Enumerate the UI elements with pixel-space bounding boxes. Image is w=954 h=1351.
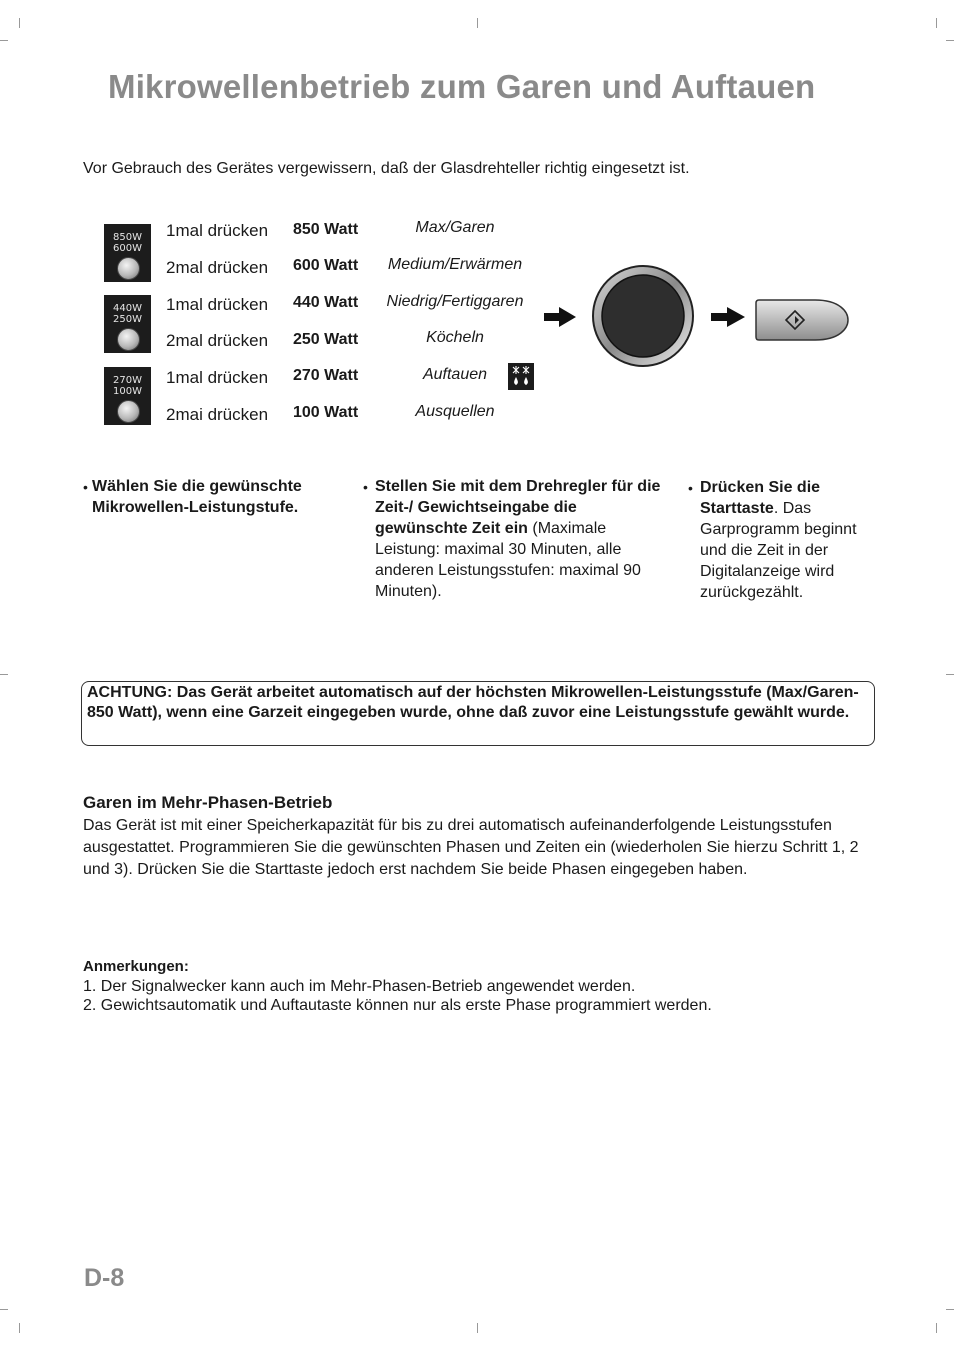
step-1-text (92, 476, 337, 518)
crop-mark (946, 1309, 954, 1310)
dial-knob-icon[interactable] (591, 264, 695, 373)
bullet: • (688, 480, 693, 496)
step-1-bold: Wählen Sie die gewünschte Mikrowellen-Leistungstufe. (92, 478, 302, 516)
crop-mark (19, 18, 20, 28)
press-count: 1mal drücken (166, 295, 269, 314)
mode-label: Niedrig/Fertiggaren (386, 293, 524, 310)
watt-value: 100 Watt (293, 404, 359, 421)
press-count: 2mal drücken (166, 331, 269, 350)
crop-mark (0, 674, 8, 675)
press-count: 1mal drücken (166, 368, 269, 387)
notes-heading: Anmerkungen: (83, 958, 189, 975)
press-count: 2mal drücken (166, 258, 269, 277)
button-label: 850W (113, 232, 142, 243)
crop-mark (477, 18, 478, 28)
button-label: 250W (113, 314, 142, 325)
bullet: • (83, 479, 88, 495)
step-3-text (700, 477, 880, 603)
crop-mark (19, 1323, 20, 1333)
mode-label: Köcheln (426, 329, 484, 346)
button-label: 270W (113, 375, 142, 386)
button-label: 440W (113, 303, 142, 314)
mode-label: Auftauen (422, 366, 488, 383)
note-item: 1. Der Signalwecker kann auch im Mehr-Phasen-Betrieb angewendet werden. (83, 978, 636, 995)
button-label: 600W (113, 243, 142, 254)
power-button-440-250[interactable] (104, 295, 151, 353)
page-title: Mikrowellenbetrieb zum Garen und Auftauen (108, 68, 816, 105)
mode-label: Ausquellen (415, 403, 495, 420)
step-2-bold: Stellen Sie mit dem Drehregler für die Zeit-/ Gewichtseingabe die gewünschte Zeit ein (375, 478, 661, 537)
intro-text: Vor Gebrauch des Gerätes vergewissern, daß der Glasdrehteller richtig eingesetzt ist. (83, 160, 690, 177)
section-paragraph: Das Gerät ist mit einer Speicherkapazität für bis zu drei automatisch aufeinanderfolgende Leistungsstufen ausgestattet. Programmieren Sie die gewünschten Phasen und Zeiten ein (wiederholen Sie hierzu Schritt 1, 2 und 3). Drücken Sie die Starttaste jedoch erst nachdem Sie beide Phasen eingegeben haben. (83, 817, 859, 878)
step-2-text (375, 476, 665, 602)
mode-label: Max/Garen (415, 219, 495, 236)
knob-icon (117, 400, 140, 423)
watt-value: 270 Watt (293, 367, 359, 384)
knob-icon (117, 328, 140, 351)
crop-mark (946, 674, 954, 675)
mode-label: Medium/Erwärmen (387, 256, 523, 273)
press-count: 2mai drücken (166, 405, 269, 424)
arrow-right-icon (543, 306, 577, 333)
watt-value: 850 Watt (293, 221, 359, 238)
step-3-normal: . Das Garprogramm beginnt und die Zeit in der Digitalanzeige wird zurückgezählt. (700, 500, 857, 601)
defrost-icon (508, 363, 534, 390)
crop-mark (0, 1309, 8, 1310)
crop-mark (477, 1323, 478, 1333)
arrow-right-icon (710, 306, 746, 333)
step-2-normal: (Maximale Leistung: maximal 30 Minuten, alle anderen Leistungsstufen: maximal 90 Minuten). (375, 520, 641, 600)
step-3-bold: Drücken Sie die Starttaste (700, 479, 821, 517)
knob-icon (117, 257, 140, 280)
watt-value: 440 Watt (293, 294, 359, 311)
bullet: • (363, 479, 368, 495)
section-heading: Garen im Mehr-Phasen-Betrieb (83, 793, 333, 812)
warning-box: ACHTUNG: Das Gerät arbeitet automatisch auf der höchsten Mikrowellen-Leistungsstufe (Max/Garen-850 Watt), wenn eine Garzeit eingegeben wurde, ohne daß zuvor eine Leistungsstufe gewählt wurde. (81, 681, 875, 746)
crop-mark (936, 18, 937, 28)
crop-mark (0, 40, 8, 41)
watt-value: 600 Watt (293, 257, 359, 274)
start-button-icon[interactable] (755, 298, 850, 347)
power-button-850-600[interactable] (104, 224, 151, 282)
watt-value: 250 Watt (293, 331, 359, 348)
note-item: 2. Gewichtsautomatik und Auftautaste können nur als erste Phase programmiert werden. (83, 997, 712, 1014)
power-button-270-100[interactable] (104, 367, 151, 425)
crop-mark (936, 1323, 937, 1333)
crop-mark (946, 40, 954, 41)
page-number: D-8 (84, 1264, 125, 1292)
button-label: 100W (113, 386, 142, 397)
press-count: 1mal drücken (166, 221, 269, 240)
